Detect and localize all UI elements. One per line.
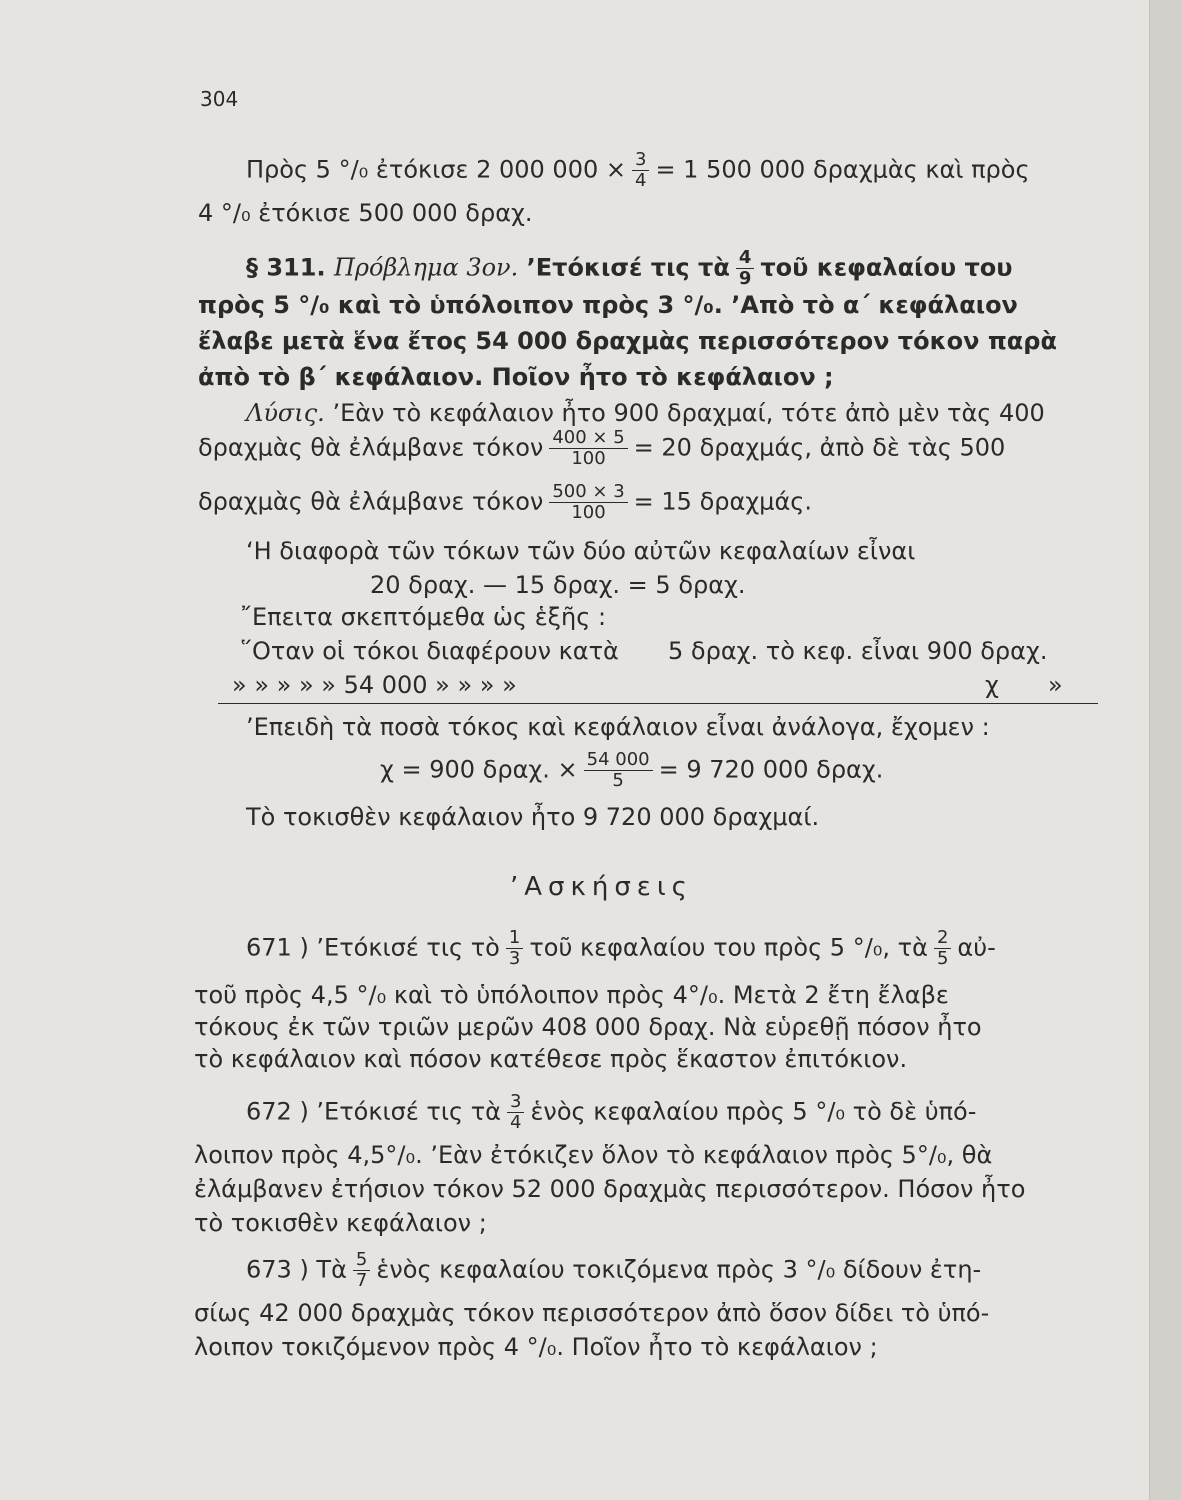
fraction-denominator: 9 — [738, 268, 752, 289]
fraction — [736, 248, 755, 289]
text-segment: δραχμὰς θὰ ἐλάμβανε τόκον — [198, 487, 544, 516]
exercise-672-line-1 — [246, 1092, 976, 1133]
proportion-row-1 — [240, 636, 619, 666]
text-segment: τοῦ κεφαλαίου του πρὸς 5 °/₀, τὰ — [529, 933, 928, 962]
fraction-denominator: 5 — [936, 948, 949, 969]
fraction-numerator: 4 — [736, 248, 755, 269]
page-number: 304 — [200, 87, 239, 111]
fraction-numerator: 5 — [353, 1250, 370, 1271]
fraction-numerator: 3 — [507, 1092, 524, 1113]
text-segment: τοῦ κεφαλαίου του — [760, 253, 1013, 282]
fraction — [549, 428, 627, 469]
fraction — [934, 928, 951, 969]
text-segment: = 20 δραχμάς, ἀπὸ δὲ τὰς 500 — [633, 433, 1006, 462]
text-segment: 671 ) ’Ετόκισέ τις τὸ — [246, 933, 500, 962]
text-line-1 — [246, 150, 1030, 191]
problem-311-line-3: ἔλαβε μετὰ ἕνα ἔτος 54 000 δραχμὰς περισσότερον τόκον παρὰ — [198, 327, 1057, 355]
fraction-numerator: 500 × 3 — [549, 482, 627, 503]
text-segment: ’Εὰν τὸ κεφάλαιον ἦτο 900 δραχμαί, τότε ἀπὸ μὲν τὰς 400 — [332, 399, 1045, 427]
solution-label: Λύσις. — [246, 399, 325, 427]
fraction-numerator: 400 × 5 — [549, 428, 627, 449]
solution-line-4: ‘Η διαφορὰ τῶν τόκων τῶν δύο αὐτῶν κεφαλαίων εἶναι — [246, 537, 916, 565]
fraction-denominator: 100 — [571, 448, 606, 469]
exercise-672-line-4: τὸ τοκισθὲν κεφάλαιον ; — [194, 1209, 487, 1237]
text-segment: = 9 720 000 δραχ. — [658, 755, 884, 784]
exercise-672-line-2: λοιπον πρὸς 4,5°/₀. ’Εὰν ἐτόκιζεν ὅλον τὸ κεφάλαιον πρὸς 5°/₀, θὰ — [194, 1141, 993, 1169]
exercise-672-line-3: ἐλάμβανεν ἐτήσιον τόκον 52 000 δραχμὰς περισσότερον. Πόσον ἦτο — [194, 1175, 1026, 1203]
problem-311-line-4: ἀπὸ τὸ β΄ κεφάλαιον. Ποῖον ἦτο τὸ κεφάλαιον ; — [198, 363, 834, 391]
text-segment: ῞Οταν οἱ τόκοι διαφέρουν κατὰ — [240, 637, 619, 665]
fraction-denominator: 100 — [571, 502, 606, 523]
text-segment: δραχμὰς θὰ ἐλάμβανε τόκον — [198, 433, 544, 462]
fraction-denominator: 4 — [634, 170, 647, 191]
text-segment: Πρὸς 5 °/₀ ἐτόκισε 2 000 000 × — [246, 155, 626, 184]
solution-line-5: 20 δραχ. — 15 δραχ. = 5 δραχ. — [370, 571, 746, 599]
solution-line-1 — [246, 398, 1045, 428]
fraction-numerator: 2 — [934, 928, 951, 949]
exercise-673-line-1 — [246, 1250, 981, 1291]
section-number: § 311. — [246, 253, 326, 282]
proportion-unknown: χ — [985, 671, 999, 699]
proportion-row-2: » » » » » 54 000 » » » » — [232, 671, 517, 699]
fraction — [507, 1092, 524, 1133]
exercise-673-line-2: σίως 42 000 δραχμὰς τόκον περισσότερον ἀπὸ ὅσον δίδει τὸ ὑπό- — [194, 1299, 990, 1327]
solution-line-7: ’Επειδὴ τὰ ποσὰ τόκος καὶ κεφάλαιον εἶναι ἀνάλογα, ἔχομεν : — [246, 713, 990, 741]
text-segment: 672 ) ’Ετόκισέ τις τὰ — [246, 1097, 501, 1126]
problem-311-line-1 — [246, 248, 1012, 289]
text-segment: ἑνὸς κεφαλαίου τοκιζόμενα πρὸς 3 °/₀ δίδουν ἐτη- — [376, 1255, 982, 1284]
text-segment: ἑνὸς κεφαλαίου πρὸς 5 °/₀ τὸ δὲ ὑπό- — [530, 1097, 977, 1126]
solution-line-2 — [198, 428, 1005, 469]
fraction-denominator: 4 — [510, 1112, 522, 1133]
exercise-671-line-2: τοῦ πρὸς 4,5 °/₀ καὶ τὸ ὑπόλοιπον πρὸς 4°/₀. Μετὰ 2 ἔτη ἔλαβε — [194, 981, 949, 1009]
fraction-numerator: 54 000 — [584, 750, 653, 771]
solution-line-3 — [198, 482, 812, 523]
proportion-row-1-right: 5 δραχ. τὸ κεφ. εἶναι 900 δραχ. — [668, 637, 1048, 665]
solution-line-6: ῎Επειτα σκεπτόμεθα ὡς ἑξῆς : — [240, 603, 607, 631]
solution-answer: Τὸ τοκισθὲν κεφάλαιον ἦτο 9 720 000 δραχμαί. — [246, 803, 820, 831]
exercises-heading: ’Ασκήσεις — [510, 872, 693, 902]
text-segment: = 1 500 000 δραχμὰς καὶ πρὸς — [655, 155, 1030, 184]
solution-equation — [380, 750, 883, 791]
problem-label: Πρόβλημα 3ον. — [333, 253, 519, 282]
fraction — [353, 1250, 370, 1291]
horizontal-rule — [218, 703, 1098, 704]
fraction — [584, 750, 653, 791]
page-edge — [1149, 0, 1181, 1500]
fraction-numerator: 1 — [506, 928, 523, 949]
fraction-denominator: 5 — [612, 770, 624, 791]
exercise-673-line-3: λοιπον τοκιζόμενον πρὸς 4 °/₀. Ποῖον ἦτο τὸ κεφάλαιον ; — [194, 1333, 878, 1361]
text-segment: 673 ) Τὰ — [246, 1255, 347, 1284]
text-segment: χ = 900 δραχ. × — [380, 755, 578, 784]
text-line-2: 4 °/₀ ἐτόκισε 500 000 δραχ. — [198, 199, 533, 227]
text-segment: ’Ετόκισέ τις τὰ — [526, 253, 730, 282]
exercise-671-line-3: τόκους ἐκ τῶν τριῶν μερῶν 408 000 δραχ. Νὰ εὑρεθῇ πόσον ἦτο — [194, 1013, 982, 1041]
fraction-denominator: 7 — [355, 1270, 368, 1291]
fraction — [506, 928, 523, 969]
exercise-671-line-1 — [246, 928, 996, 969]
fraction-denominator: 3 — [508, 948, 521, 969]
exercise-671-line-4: τὸ κεφάλαιον καὶ πόσον κατέθεσε πρὸς ἕκαστον ἐπιτόκιον. — [194, 1045, 908, 1073]
fraction — [549, 482, 627, 523]
proportion-ditto: » — [1048, 671, 1063, 699]
problem-311-line-2: πρὸς 5 °/₀ καὶ τὸ ὑπόλοιπον πρὸς 3 °/₀. ’Απὸ τὸ α΄ κεφάλαιον — [198, 291, 1018, 319]
text-segment: = 15 δραχμάς. — [633, 487, 812, 516]
fraction-numerator: 3 — [632, 150, 649, 171]
text-segment: αὐ- — [957, 933, 996, 962]
fraction — [632, 150, 649, 191]
